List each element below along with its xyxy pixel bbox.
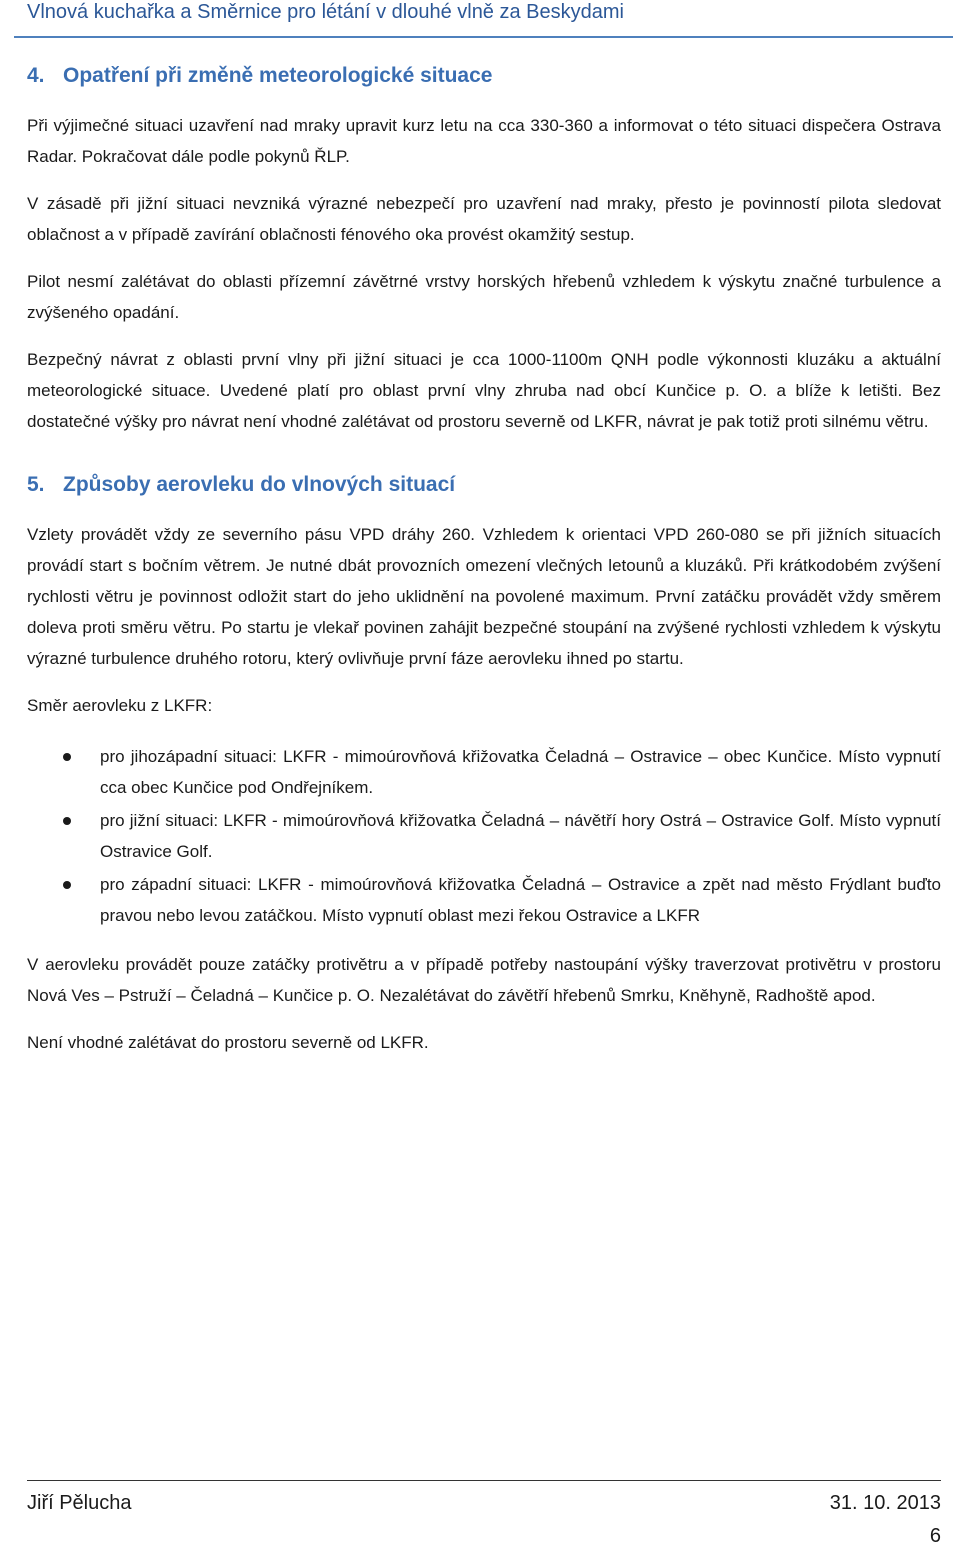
section-4-paragraph: V zásadě při jižní situaci nevzniká výrazné nebezpečí pro uzavření nad mraky, přesto je povinností pilota sledovat oblačnost a v případě zavírání oblačnosti fénového oka provést okamžitý sestup. (27, 194, 941, 244)
section-4-number: 4. (27, 64, 45, 87)
section-5-heading (27, 471, 941, 499)
bullet-icon (63, 753, 71, 761)
list-item: pro západní situaci: LKFR - mimoúrovňová křižovatka Čeladná – Ostravice a zpět nad město Frýdlant buďto pravou nebo levou zatáčkou. Místo vypnutí oblast mezi řekou Ostravice a LKFR (27, 869, 941, 931)
bullet-icon (63, 817, 71, 825)
footer-author: Jiří Pělucha (27, 1492, 132, 1514)
page-number: 6 (929, 1525, 941, 1547)
section-4-heading (27, 62, 941, 90)
section-4-paragraph: Pilot nesmí zalétávat do oblasti přízemní závětrné vrstvy horských hřebenů vzhledem k výskytu značné turbulence a zvýšeného opadání. (27, 272, 941, 322)
document-title: Vlnová kuchařka a Směrnice pro létání v dlouhé vlně za Beskydami (27, 1, 624, 23)
section-5-paragraph: Vzlety provádět vždy ze severního pásu VPD dráhy 260. Vzhledem k orientaci VPD 260-080 se při jižních situacích provádí start s bočním větrem. Je nutné dbát provozních omezení vlečných letounů a kluzáků. Při krátkodobém zvýšení rychlosti větru je povinnost odložit start do jeho uklidnění na povolené maximum. První zatáčku provádět vždy směrem doleva proti směru větru. Po startu je vlekař povinen zahájit bezpečné stoupání na zvýšené rychlosti vzhledem k výskytu výrazné turbulence druhého rotoru, který ovlivňuje první fáze aerovleku ihned po startu. (27, 525, 941, 668)
section-4-paragraph: Při výjimečné situaci uzavření nad mraky upravit kurz letu na cca 330-360 a informovat o této situaci dispečera Ostrava Radar. Pokračovat dále podle pokynů ŘLP. (27, 116, 941, 166)
closing-paragraph: V aerovleku provádět pouze zatáčky protivětru a v případě potřeby nastoupání výšky traverzovat protivětru v prostoru Nová Ves – Pstruží – Čeladná – Kunčice p. O. Nezalétávat do závětří hřebenů Smrku, Kněhyně, Radhoště apod. (27, 955, 941, 1005)
section-4-title: Opatření při změně meteorologické situace (63, 64, 493, 87)
tow-direction-label: Směr aerovleku z LKFR: (27, 696, 213, 715)
tow-direction-list (27, 741, 941, 931)
page-header (27, 0, 953, 26)
closing-paragraph: Není vhodné zalétávat do prostoru severně od LKFR. (27, 1033, 429, 1052)
header-divider (14, 36, 953, 38)
section-5-title: Způsoby aerovleku do vlnových situací (63, 473, 456, 496)
footer-date: 31. 10. 2013 (829, 1492, 941, 1514)
footer-divider (27, 1480, 941, 1481)
section-5-number: 5. (27, 473, 45, 496)
bullet-icon (63, 881, 71, 889)
list-item: pro jihozápadní situaci: LKFR - mimoúrovňová křižovatka Čeladná – Ostravice – obec Kunčice. Místo vypnutí cca obec Kunčice pod Ondřejníkem. (27, 741, 941, 803)
page-content (27, 62, 941, 1058)
section-4-paragraph: Bezpečný návrat z oblasti první vlny při jižní situaci je cca 1000-1100m QNH podle výkonnosti kluzáku a aktuální meteorologické situace. Uvedené platí pro oblast první vlny zhruba nad obcí Kunčice p. O. a blíže k letišti. Bez dostatečné výšky pro návrat není vhodné zalétávat od prostoru severně od LKFR, návrat je pak totiž proti silnému větru. (27, 350, 941, 431)
list-item: pro jižní situaci: LKFR - mimoúrovňová křižovatka Čeladná – návětří hory Ostrá – Ostravice Golf. Místo vypnutí Ostravice Golf. (27, 805, 941, 867)
